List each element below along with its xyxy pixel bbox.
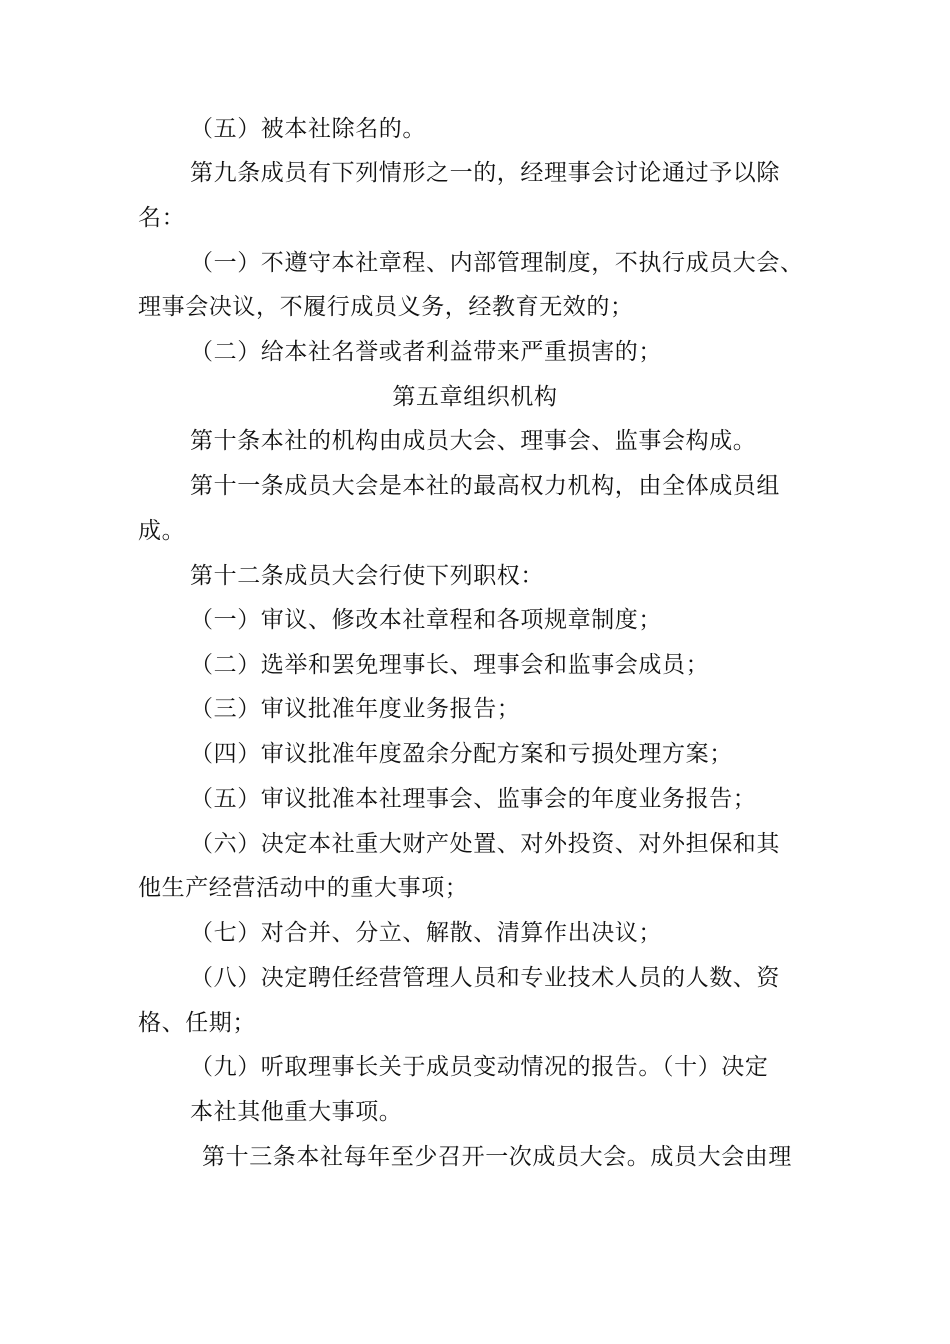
article-12-item-9-line-1: （九）听取理事长关于成员变动情况的报告。（十）决定 bbox=[190, 1054, 769, 1080]
article-13-line-1: 第十三条本社每年至少召开一次成员大会。成员大会由理 bbox=[202, 1144, 792, 1170]
article-12: 第十二条成员大会行使下列职权： bbox=[190, 563, 544, 589]
article-12-item-6-line-1: （六）决定本社重大财产处置、对外投资、对外担保和其 bbox=[190, 831, 780, 857]
article-9-line-2: 名： bbox=[138, 205, 186, 231]
article-11-line-2: 成。 bbox=[138, 518, 186, 544]
text-line-1: （五）被本社除名的。 bbox=[190, 116, 426, 142]
article-11-line-1: 第十一条成员大会是本社的最高权力机构，由全体成员组 bbox=[190, 473, 780, 499]
article-12-item-6-line-2: 他生产经营活动中的重大事项； bbox=[138, 875, 469, 901]
article-12-item-8-line-1: （八）决定聘任经营管理人员和专业技术人员的人数、资 bbox=[190, 965, 780, 991]
article-12-item-2: （二）选举和罢免理事长、理事会和监事会成员； bbox=[190, 652, 710, 678]
article-12-item-5: （五）审议批准本社理事会、监事会的年度业务报告； bbox=[190, 786, 757, 812]
article-10: 第十条本社的机构由成员大会、理事会、监事会构成。 bbox=[190, 428, 757, 454]
article-12-item-4: （四）审议批准年度盈余分配方案和亏损处理方案； bbox=[190, 741, 733, 767]
article-12-item-8-line-2: 格、任期； bbox=[138, 1010, 256, 1036]
article-12-item-1: （一）审议、修改本社章程和各项规章制度； bbox=[190, 607, 662, 633]
article-12-item-3: （三）审议批准年度业务报告； bbox=[190, 696, 521, 722]
article-9-item-2: （二）给本社名誉或者利益带来严重损害的； bbox=[190, 339, 662, 365]
article-9-line-1: 第九条成员有下列情形之一的，经理事会讨论通过予以除 bbox=[190, 160, 780, 186]
chapter-heading: 第五章组织机构 bbox=[392, 384, 558, 410]
article-9-item-1-line-2: 理事会决议，不履行成员义务，经教育无效的； bbox=[138, 294, 634, 320]
article-12-item-10-line-2: 本社其他重大事项。 bbox=[190, 1099, 403, 1125]
article-9-item-1-line-1: （一）不遵守本社章程、内部管理制度，不执行成员大会、 bbox=[190, 250, 804, 276]
article-12-item-7: （七）对合并、分立、解散、清算作出决议； bbox=[190, 920, 662, 946]
